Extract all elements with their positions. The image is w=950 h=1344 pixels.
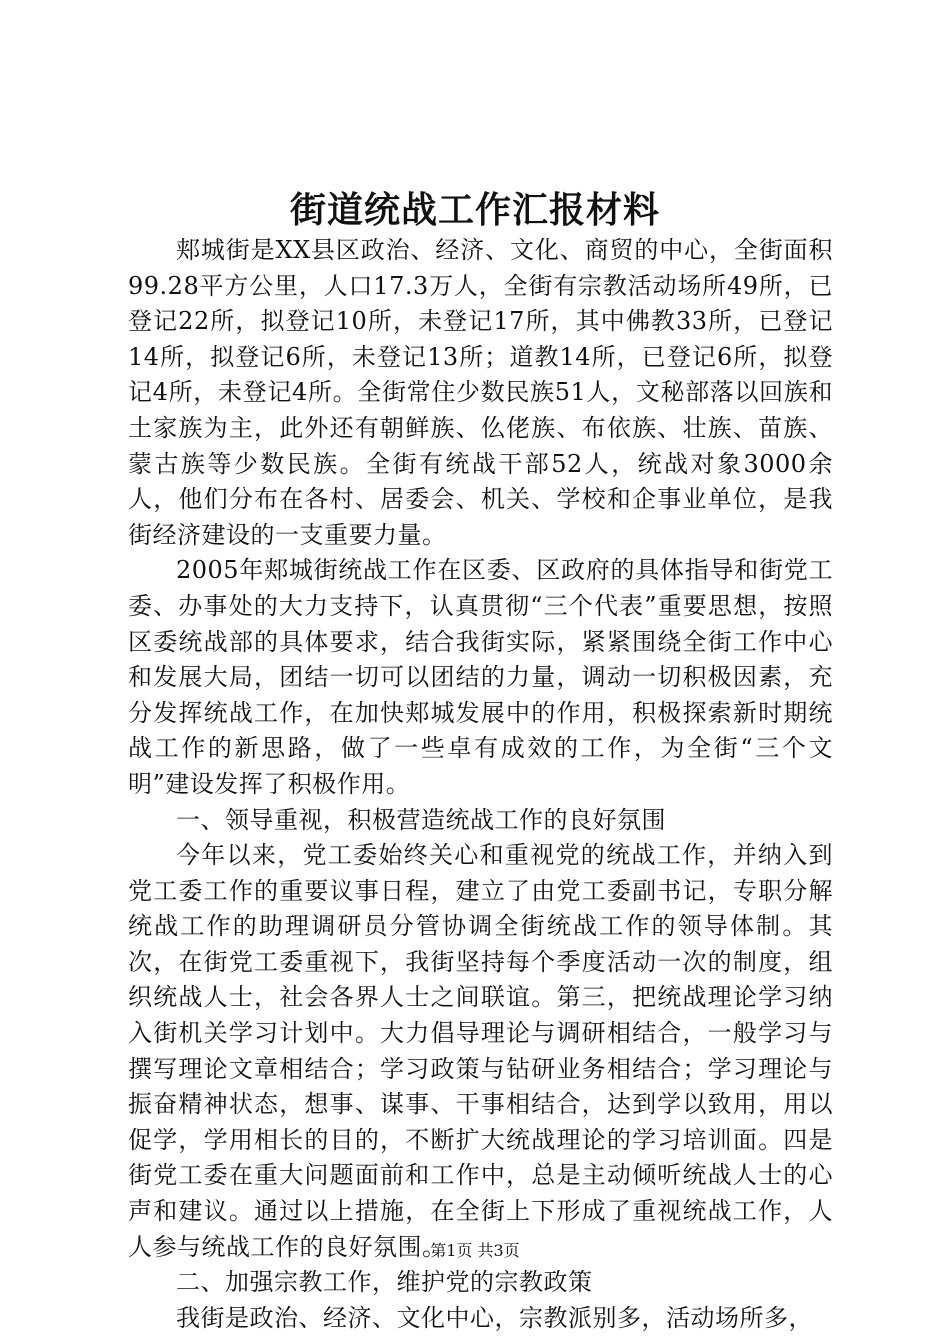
page-number-footer: 第1页 共3页 [430, 1241, 520, 1260]
paragraph-summary: 2005年郏城街统战工作在区委、区政府的具体指导和街党工委、办事处的大力支持下，认真贯彻“三个代表”重要思想，按照区委统战部的具体要求，结合我街实际，紧紧围绕全街工作中心和发展大局，团结一切可以团结的力量，调动一切积极因素，充分发挥统战工作，在加快郏城发展中的作用，积极探索新时期统战工作的新思路，做了一些卓有成效的工作，为全街“三个文明”建设发挥了积极作用。 [128, 556, 833, 798]
document-title: 街道统战工作汇报材料 [289, 189, 660, 231]
paragraph-overview: 郏城街是XX县区政治、经济、文化、商贸的中心，全街面积99.28平方公里，人口17.3万人，全街有宗教活动场所49所，已登记22所，拟登记10所，未登记17所，其中佛教33所，已登记14所，拟登记6所，未登记13所；道教14所，已登记6所，拟登记4所，未登记4所。全街常住少数民族51人，文秘部落以回族和土家族为主，此外还有朝鲜族、仫佬族、布依族、壮族、苗族、蒙古族等少数民族。全街有统战干部52人，统战对象3000余人，他们分布在各村、居委会、机关、学校和企事业单位，是我街经济建设的一支重要力量。 [128, 236, 833, 549]
paragraph-section-2: 我街是政治、经济、文化中心，宗教派别多，活动场所多， [176, 1303, 813, 1332]
section-heading-1: 一、领导重视，积极营造统战工作的良好氛围 [176, 805, 666, 834]
section-heading-2: 二、加强宗教工作，维护党的宗教政策 [176, 1268, 593, 1297]
paragraph-section-1: 今年以来，党工委始终关心和重视党的统战工作，并纳入到党工委工作的重要议事日程，建立了由党工委副书记，专职分解统战工作的助理调研员分管协调全街统战工作的领导体制。其次，在街党工委重视下，我街坚持每个季度活动一次的制度，组织统战人士，社会各界人士之间联谊。第三，把统战理论学习纳入街机关学习计划中。大力倡导理论与调研相结合，一般学习与撰写理论文章相结合；学习政策与钻研业务相结合；学习理论与振奋精神状态，想事、谋事、干事相结合，达到学以致用，用以促学，学用相长的目的，不断扩大统战理论的学习培训面。四是街党工委在重大问题面前和工作中，总是主动倾听统战人士的心声和建议。通过以上措施，在全街上下形成了重视统战工作，人人参与统战工作的良好氛围。 [128, 841, 833, 1261]
document-body [128, 233, 833, 1336]
